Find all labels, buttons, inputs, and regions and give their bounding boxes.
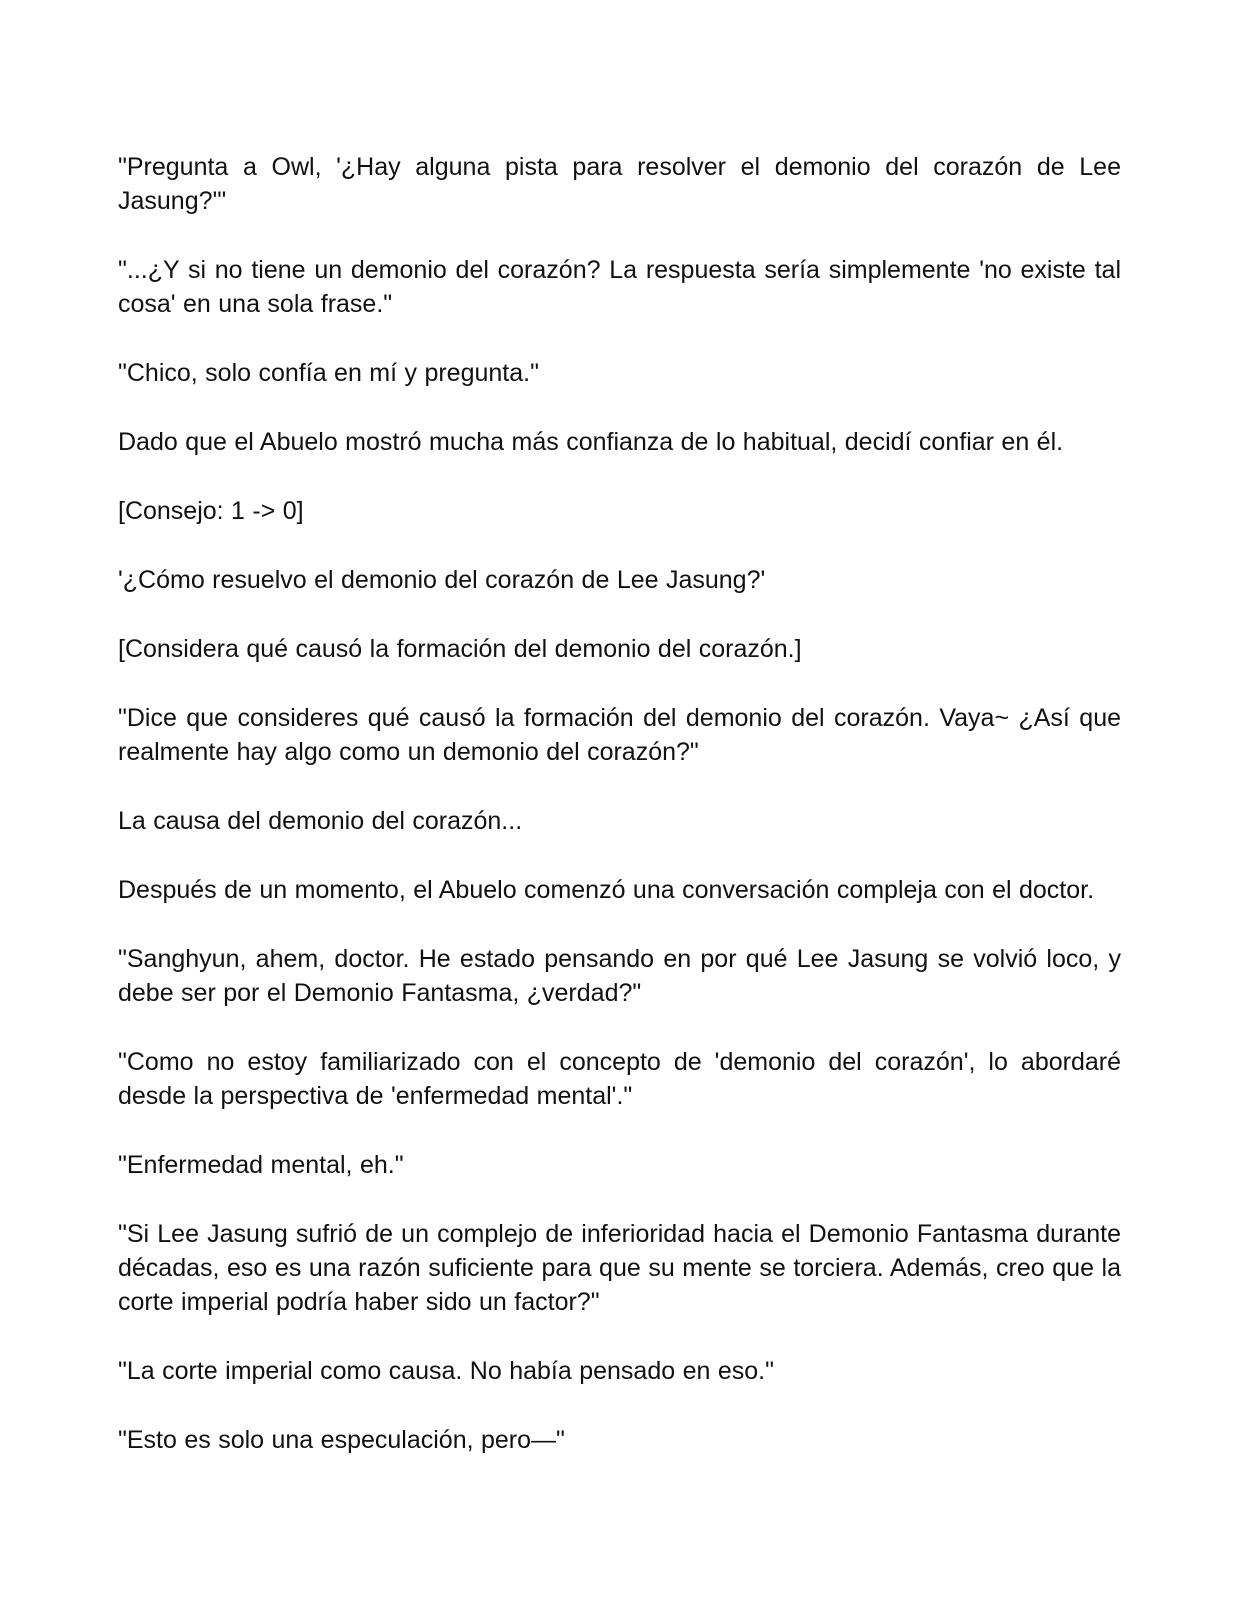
paragraph-6: '¿Cómo resuelvo el demonio del corazón de Lee Jasung?'	[118, 566, 766, 594]
paragraph-9: La causa del demonio del corazón...	[118, 807, 523, 835]
paragraph-12: "Como no estoy familiarizado con el concepto de 'demonio del corazón', lo abordaré desde la perspectiva de 'enfermedad mental'."	[118, 1048, 1121, 1110]
paragraph-14: "Si Lee Jasung sufrió de un complejo de inferioridad hacia el Demonio Fantasma durante décadas, eso es una razón suficiente para que su mente se torciera. Además, creo que la corte imperial podría haber sido un factor?"	[118, 1220, 1121, 1316]
paragraph-7: [Considera qué causó la formación del demonio del corazón.]	[118, 635, 802, 663]
paragraph-1: "Pregunta a Owl, '¿Hay alguna pista para resolver el demonio del corazón de Lee Jasung?'"	[118, 153, 1121, 215]
paragraph-2: "...¿Y si no tiene un demonio del corazón? La respuesta sería simplemente 'no existe tal cosa' en una sola frase."	[118, 256, 1121, 318]
paragraph-8: "Dice que consideres qué causó la formación del demonio del corazón. Vaya~ ¿Así que realmente hay algo como un demonio del corazón?"	[118, 704, 1121, 766]
paragraph-16: "Esto es solo una especulación, pero—"	[118, 1426, 565, 1454]
paragraph-4: Dado que el Abuelo mostró mucha más confianza de lo habitual, decidí confiar en él.	[118, 428, 1064, 456]
paragraph-3: "Chico, solo confía en mí y pregunta."	[118, 359, 539, 387]
paragraph-13: "Enfermedad mental, eh."	[118, 1151, 404, 1179]
document-body	[118, 150, 1121, 1492]
paragraph-15: "La corte imperial como causa. No había pensado en eso."	[118, 1357, 774, 1385]
paragraph-11: "Sanghyun, ahem, doctor. He estado pensando en por qué Lee Jasung se volvió loco, y debe ser por el Demonio Fantasma, ¿verdad?"	[118, 945, 1121, 1007]
paragraph-10: Después de un momento, el Abuelo comenzó una conversación compleja con el doctor.	[118, 876, 1095, 904]
paragraph-5: [Consejo: 1 -> 0]	[118, 497, 304, 525]
